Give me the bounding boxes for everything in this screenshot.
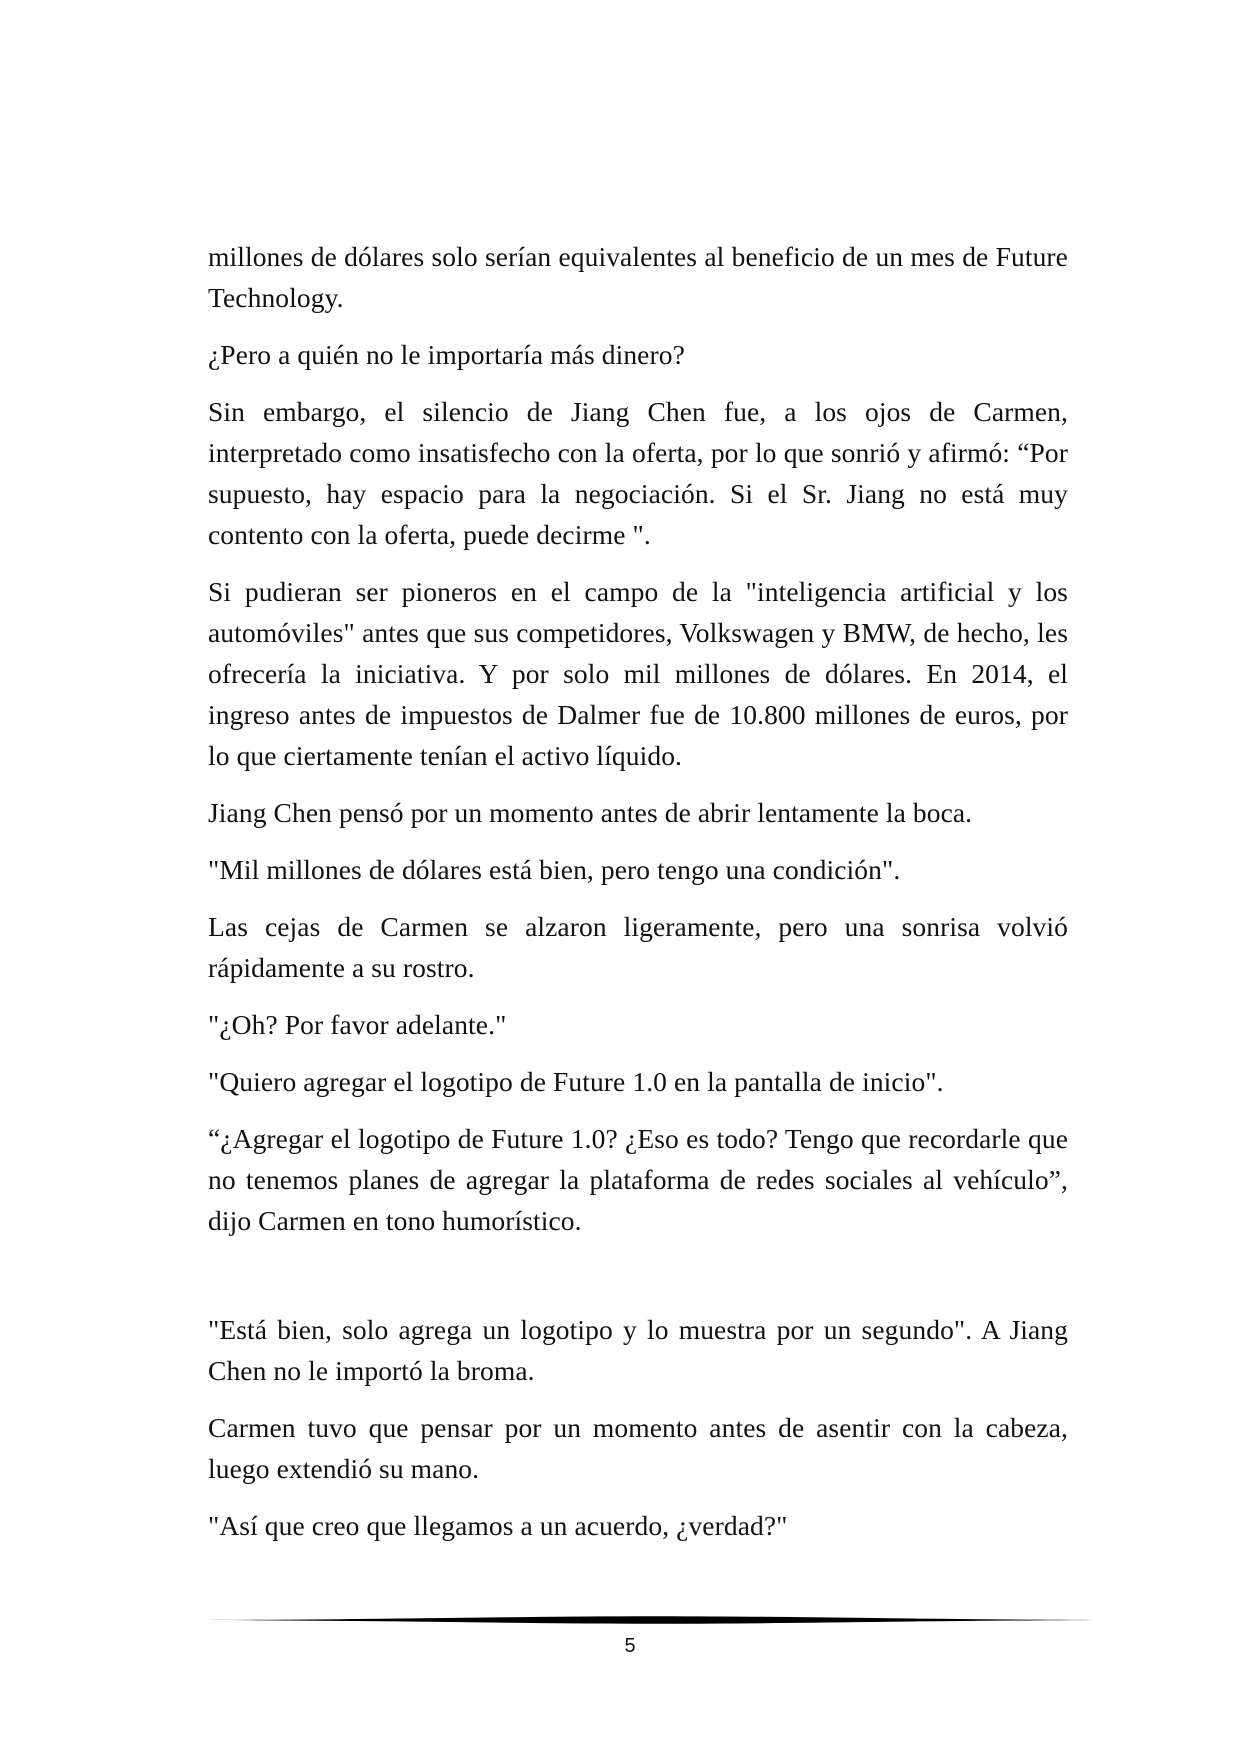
paragraph: "Quiero agregar el logotipo de Future 1.0 en la pantalla de inicio".	[208, 1066, 944, 1097]
paragraph: “¿Agregar el logotipo de Future 1.0? ¿Eso es todo? Tengo que recordarle que no tenemos planes de agregar la plataforma de redes sociales al vehículo”, dijo Carmen en tono humorístico.	[208, 1123, 1068, 1236]
paragraph: Carmen tuvo que pensar por un momento antes de asentir con la cabeza, luego extendió su mano.	[208, 1412, 1068, 1484]
paragraph: "¿Oh? Por favor adelante."	[208, 1009, 507, 1040]
paragraph: "Mil millones de dólares está bien, pero tengo una condición".	[208, 854, 901, 885]
footer-divider	[208, 1614, 1108, 1626]
paragraph: Jiang Chen pensó por un momento antes de abrir lentamente la boca.	[208, 797, 973, 828]
paragraph: Si pudieran ser pioneros en el campo de la "inteligencia artificial y los automóviles" antes que sus competidores, Volkswagen y BMW, de hecho, les ofrecería la iniciativa. Y por solo mil millones de dólares. En 2014, el ingreso antes de impuestos de Dalmer fue de 10.800 millones de euros, por lo que ciertamente tenían el activo líquido.	[208, 576, 1068, 771]
paragraph: Sin embargo, el silencio de Jiang Chen fue, a los ojos de Carmen, interpretado como insatisfecho con la oferta, por lo que sonrió y afirmó: “Por supuesto, hay espacio para la negociación. Si el Sr. Jiang no está muy contento con la oferta, puede decirme ".	[208, 396, 1068, 550]
paragraph: ¿Pero a quién no le importaría más dinero?	[208, 339, 685, 370]
paragraph: Las cejas de Carmen se alzaron ligeramente, pero una sonrisa volvió rápidamente a su rostro.	[208, 911, 1068, 983]
page-number: 5	[624, 1635, 636, 1657]
paragraph: "Está bien, solo agrega un logotipo y lo muestra por un segundo". A Jiang Chen no le importó la broma.	[208, 1314, 1068, 1386]
body-text	[208, 236, 1068, 1562]
paragraph: millones de dólares solo serían equivalentes al beneficio de un mes de Future Technology.	[208, 241, 1068, 313]
paragraph: "Así que creo que llegamos a un acuerdo, ¿verdad?"	[208, 1510, 788, 1541]
